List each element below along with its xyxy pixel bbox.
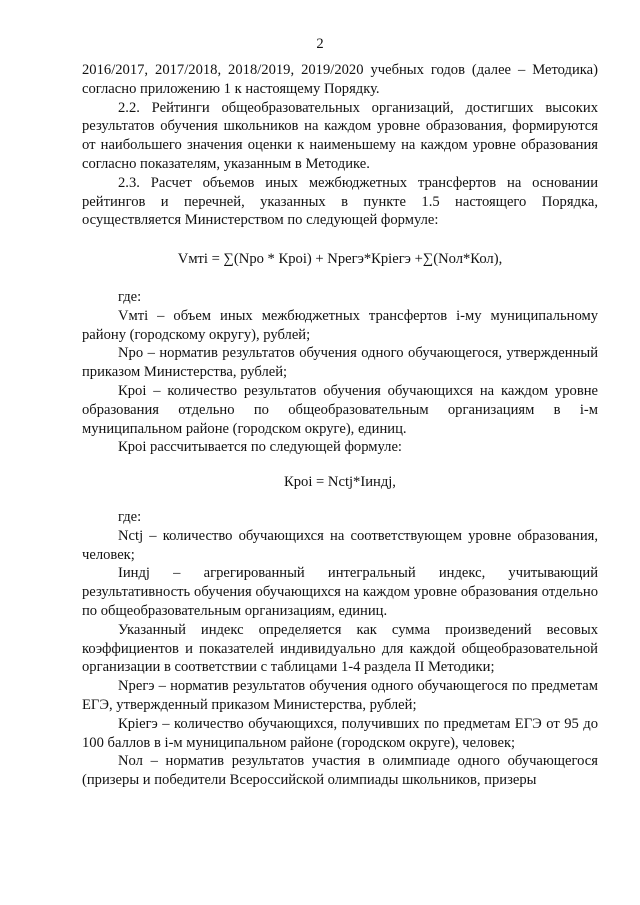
- formula-kroi: Кроi = Nctj*Iиндj,: [284, 474, 396, 491]
- formula-transfer-volume: Vмтi = ∑(Nро * Кроi) + Nрегэ*Кріегэ +∑(Nол*Кол),: [177, 251, 503, 268]
- definition-nro: Nро – норматив результатов обучения одного обучающегося, утвержденный приказом Министерства, рублей;: [82, 345, 598, 381]
- definition-nregе: Nрегэ – норматив результатов обучения одного обучающегося по предметам ЕГЭ, утвержденный приказом Министерства, рублей;: [82, 678, 598, 713]
- where-label-2: где:: [118, 508, 142, 525]
- definition-nctj: Nctj – количество обучающихся на соответствующем уровне образования, человек;: [82, 527, 598, 563]
- definition-nol: Nол – норматив результатов участия в олимпиаде одного обучающегося (призеры и победители Всероссийской олимпиады школьников, призеры: [82, 753, 598, 789]
- paragraph-methodology-reference: 2016/2017, 2017/2018, 2018/2019, 2019/2020 учебных годов (далее – Методика) согласно приложению 1 к настоящему Порядку.: [82, 62, 598, 97]
- document-body: [82, 61, 598, 790]
- definition-kroi: Кроi – количество результатов обучения обучающихся на каждом уровне образования отдельно по общеобразовательным организациям в i-м муниципальном районе (городском округе), единиц.: [82, 382, 598, 437]
- definition-vmti: Vмтi – объем иных межбюджетных трансфертов i-му муниципальному району (городскому округу), рублей;: [82, 307, 598, 343]
- page-number: 2: [316, 36, 324, 52]
- definition-iindj: Iиндj – агрегированный интегральный индекс, учитывающий результативность обучения обучающихся на каждом уровне образования отдельно по общеобразовательным организациям, единиц.: [82, 565, 598, 619]
- definition-kriege: Кріегэ – количество обучающихся, получивших по предметам ЕГЭ от 95 до 100 баллов в i-м муниципальном районе (городском округе), человек;: [82, 715, 598, 751]
- paragraph-2-2: 2.2. Рейтинги общеобразовательных организаций, достигших высоких результатов обучения школьников на каждом уровне образования, формируются от наибольшего значения оценки к наименьшему на каждом уровне образования согласно показателям, указанным в Методике.: [82, 99, 598, 172]
- index-explanation: Указанный индекс определяется как сумма произведений весовых коэффициентов и показателей индивидуально для каждой общеобразовательной организации в соответствии с таблицами 1-4 раздела II Методики;: [82, 621, 598, 676]
- kroi-formula-intro: Кроi рассчитывается по следующей формуле:: [118, 439, 402, 456]
- where-label: где:: [118, 288, 142, 305]
- paragraph-2-3: 2.3. Расчет объемов иных межбюджетных трансфертов на основании рейтингов и перечней, указанных в пункте 1.5 настоящего Порядка, осуществляется Министерством по следующей формуле:: [82, 174, 598, 229]
